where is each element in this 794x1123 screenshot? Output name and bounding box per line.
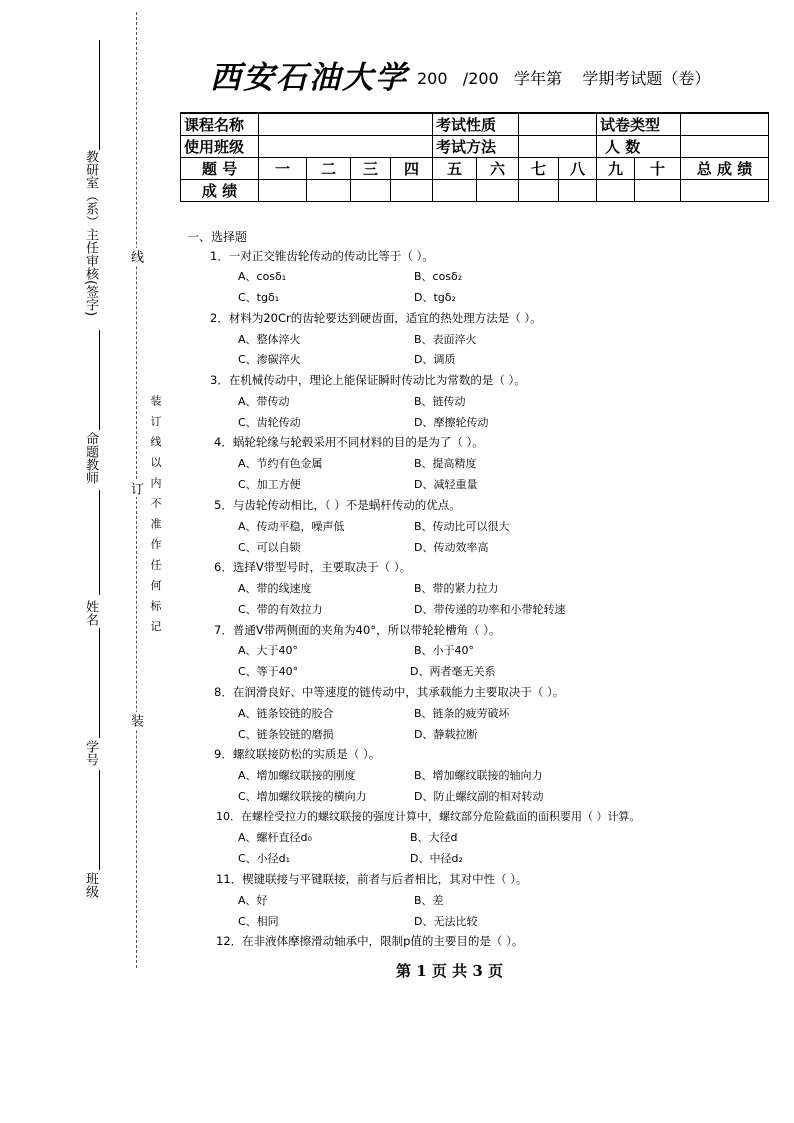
headcount-label: 人 数 — [597, 136, 681, 158]
question-no-4: 四 — [391, 158, 433, 180]
question-9-stem: 9．螺纹联接防松的实质是（ ）。 — [214, 747, 381, 761]
question-6-stem: 6．选择V带型号时，主要取决于（ ）。 — [214, 560, 412, 574]
binding-mark-ding: 订 — [128, 482, 143, 495]
total-score-cell[interactable] — [681, 180, 769, 202]
question-4-option-b: B、提高精度 — [414, 457, 477, 470]
question-7-option-c: C、等于40° — [238, 665, 299, 678]
headcount-field[interactable] — [681, 136, 769, 158]
question-3-option-b: B、链传动 — [414, 395, 466, 408]
paper-type-field[interactable] — [681, 113, 769, 136]
question-8-option-a: A、链条铰链的胶合 — [238, 707, 334, 720]
question-1-option-a: A、cosδ₁ — [238, 270, 287, 283]
reviewer-label: 教研室（系）主任审核(签字) — [83, 150, 98, 317]
question-7-option-b: B、小于40° — [414, 644, 475, 657]
question-2-option-c: C、渗碳淬火 — [238, 353, 301, 366]
question-6-option-b: B、带的紧力拉力 — [414, 582, 499, 595]
question-5-option-b: B、传动比可以很大 — [414, 520, 510, 533]
question-3-option-d: D、摩擦轮传动 — [414, 416, 489, 429]
total-score-label: 总 成 绩 — [681, 158, 769, 180]
student-id-label: 学号 — [83, 740, 98, 766]
margin-line-student-id — [99, 628, 100, 738]
score-cell[interactable] — [635, 180, 681, 202]
binding-warning: 装 订 线 以 内 不 准 作 任 何 标 记 — [149, 395, 162, 635]
binding-mark-zhuang: 装 — [128, 714, 143, 727]
question-8-stem: 8．在润滑良好、中等速度的链传动中，其承载能力主要取决于（ ）。 — [214, 685, 565, 699]
course-name-label: 课程名称 — [181, 113, 259, 136]
question-9-option-d: D、防止螺纹副的相对转动 — [414, 790, 544, 803]
page-footer: 第 1 页 共 3 页 — [396, 962, 503, 980]
question-10-option-c: C、小径d₁ — [238, 852, 291, 865]
question-11-option-d: D、无法比较 — [414, 915, 478, 928]
score-cell[interactable] — [477, 180, 519, 202]
question-3-option-a: A、带传动 — [238, 395, 290, 408]
score-cell[interactable] — [519, 180, 559, 202]
question-11-stem: 11．楔键联接与平键联接，前者与后者相比，其对中性（ ）。 — [216, 872, 528, 886]
score-cell[interactable] — [351, 180, 391, 202]
question-no-label: 题 号 — [181, 158, 259, 180]
question-no-9: 九 — [597, 158, 635, 180]
score-cell[interactable] — [307, 180, 351, 202]
question-7-option-a: A、大于40° — [238, 644, 299, 657]
question-4-option-c: C、加工方便 — [238, 478, 301, 491]
question-11-option-a: A、好 — [238, 894, 268, 907]
question-11-option-b: B、差 — [414, 894, 444, 907]
question-10-stem: 10．在螺栓受拉力的螺纹联接的强度计算中，螺纹部分危险截面的面积要用（ ）计算。 — [216, 810, 641, 823]
question-1-option-b: B、cosδ₂ — [414, 270, 463, 283]
score-cell[interactable] — [559, 180, 597, 202]
question-1-option-d: D、tgδ₂ — [414, 291, 456, 304]
question-9-option-c: C、增加螺纹联接的横向力 — [238, 790, 367, 803]
class-used-field[interactable] — [259, 136, 433, 158]
question-5-option-a: A、传动平稳，噪声低 — [238, 520, 345, 533]
question-4-stem: 4．蜗轮轮缘与轮毂采用不同材料的目的是为了（ ）。 — [214, 435, 484, 449]
question-5-option-d: D、传动效率高 — [414, 541, 489, 554]
binding-mark-xian: 线 — [128, 250, 143, 263]
question-8-option-c: C、链条铰链的磨损 — [238, 728, 334, 741]
exam-method-field[interactable] — [519, 136, 597, 158]
question-6-option-c: C、带的有效拉力 — [238, 603, 323, 616]
question-2-stem: 2．材料为20Cr的齿轮要达到硬齿面，适宜的热处理方法是（ ）。 — [210, 311, 542, 325]
question-5-option-c: C、可以自锁 — [238, 541, 301, 554]
question-3-option-c: C、齿轮传动 — [238, 416, 301, 429]
exam-nature-field[interactable] — [519, 113, 597, 136]
score-cell[interactable] — [597, 180, 635, 202]
name-label: 姓名 — [83, 600, 98, 626]
margin-line-reviewer — [99, 40, 100, 150]
section-title: 一、选择题 — [187, 230, 248, 244]
question-no-3: 三 — [351, 158, 391, 180]
question-1-option-c: C、tgδ₁ — [238, 291, 280, 304]
question-2-option-b: B、表面淬火 — [414, 333, 477, 346]
question-8-option-d: D、静载拉断 — [414, 728, 478, 741]
question-10-option-d: D、中径d₂ — [410, 852, 463, 865]
question-12-stem: 12．在非液体摩擦滑动轴承中，限制p值的主要目的是（ ）。 — [216, 934, 524, 948]
question-2-option-d: D、调质 — [414, 353, 456, 366]
margin-line-setter — [99, 330, 100, 430]
question-7-stem: 7．普通V带两侧面的夹角为40°，所以带轮轮槽角（ ）。 — [214, 623, 501, 637]
score-cell[interactable] — [259, 180, 307, 202]
question-9-option-b: B、增加螺纹联接的轴向力 — [414, 769, 543, 782]
question-11-option-c: C、相同 — [238, 915, 279, 928]
exam-info-table — [180, 112, 769, 202]
question-6-option-d: D、带传递的功率和小带轮转速 — [414, 603, 566, 616]
question-10-option-a: A、螺杆直径d₀ — [238, 831, 312, 844]
question-10-option-b: B、大径d — [410, 831, 458, 844]
score-label: 成 绩 — [181, 180, 259, 202]
score-cell[interactable] — [391, 180, 433, 202]
exam-method-label: 考试方法 — [433, 136, 519, 158]
question-3-stem: 3．在机械传动中，理论上能保证瞬时传动比为常数的是（ ）。 — [210, 373, 526, 387]
question-no-1: 一 — [259, 158, 307, 180]
question-no-5: 五 — [433, 158, 477, 180]
class-label: 班级 — [83, 872, 98, 898]
question-no-2: 二 — [307, 158, 351, 180]
question-5-stem: 5．与齿轮传动相比，（ ）不是蜗杆传动的优点。 — [214, 498, 461, 512]
course-name-field[interactable] — [259, 113, 433, 136]
paper-type-label: 试卷类型 — [597, 113, 681, 136]
exam-title: 200 /200 学年第 学期考试题（卷） — [417, 69, 711, 88]
question-4-option-d: D、减轻重量 — [414, 478, 478, 491]
setter-label: 命题教师 — [83, 432, 98, 484]
margin-line-class — [99, 770, 100, 870]
question-6-option-a: A、带的线速度 — [238, 582, 312, 595]
question-4-option-a: A、节约有色金属 — [238, 457, 323, 470]
margin-line-name — [99, 490, 100, 595]
question-2-option-a: A、整体淬火 — [238, 333, 301, 346]
question-no-8: 八 — [559, 158, 597, 180]
exam-nature-label: 考试性质 — [433, 113, 519, 136]
question-1-stem: 1．一对正交锥齿轮传动的传动比等于（ ）。 — [210, 249, 434, 263]
question-no-7: 七 — [519, 158, 559, 180]
class-used-label: 使用班级 — [181, 136, 259, 158]
question-9-option-a: A、增加螺纹联接的刚度 — [238, 769, 356, 782]
university-name: 西安石油大学 — [210, 60, 408, 96]
question-no-6: 六 — [477, 158, 519, 180]
question-7-option-d: D、两者毫无关系 — [410, 665, 496, 678]
question-no-10: 十 — [635, 158, 681, 180]
score-cell[interactable] — [433, 180, 477, 202]
question-8-option-b: B、链条的疲劳破坏 — [414, 707, 510, 720]
